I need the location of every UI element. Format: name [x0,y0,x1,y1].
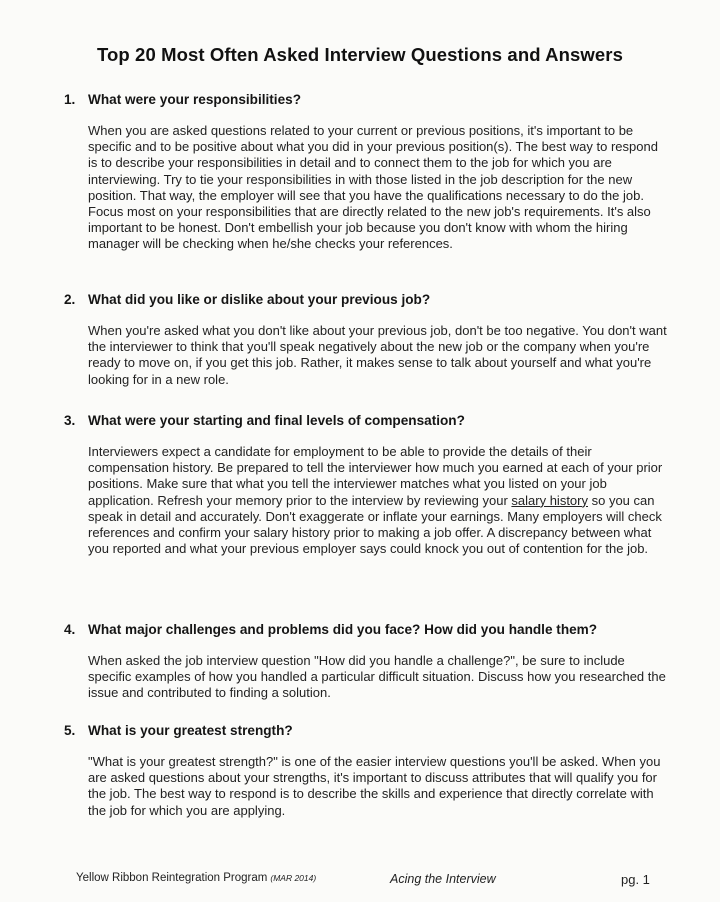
footer-subtitle: Acing the Interview [390,872,496,886]
question-heading [64,292,694,307]
question-text: What did you like or dislike about your previous job? [88,292,431,307]
question-5 [64,723,694,819]
question-4 [64,622,694,702]
answer-text [88,444,668,557]
question-3 [64,413,694,557]
answer-text: When you are asked questions related to your current or previous positions, it's important to be specific and to be positive about what you did in your previous position(s). The best way to respond is to describe your responsibilities in detail and to connect them to the job for which you are interviewing. Try to tie your responsibilities in with those listed in the job description for the new position. That way, the employer will see that you have the qualifications necessary to do the job. Focus most on your responsibilities that are directly related to the new job's requirements. It's also important to be honest. Don't embellish your job because you don't know with whom the hiring manager will be checking when he/she checks your references. [88,123,658,252]
question-text: What were your starting and final levels of compensation? [88,413,465,428]
question-number: 2. [64,292,76,307]
answer-text-part: Interviewers expect a candidate for employment to be able to provide the details of their compensation history. Be prepared to tell the interviewer how much you earned at each of your prior positions. Make sure that what you tell the interviewer matches what you listed on your job application. Refresh your memory prior to the interview by reviewing your [88,444,663,508]
question-2 [64,292,694,388]
question-number: 1. [64,92,76,107]
question-heading [64,92,694,107]
answer-text: "What is your greatest strength?" is one of the easier interview questions you'll be asked. When you are asked questions about your strengths, it's important to discuss attributes that will qualify you for the job. The best way to respond is to describe the skills and experience that directly correlate with the job for which you are applying. [88,754,661,818]
answer-text: When you're asked what you don't like about your previous job, don't be too negative. You don't want the interviewer to think that you'll speak negatively about the new job or the company when you're ready to move on, if you get this job. Rather, it makes sense to talk about yourself and what you're looking for in a new role. [88,323,667,387]
page-number: pg. 1 [621,872,650,887]
answer-text-part: so you can speak in detail and accurately. Don't exaggerate or inflate your earnings. Many employers will check references and confirm your salary history prior to making a job offer. A discrepancy between what you reported and what your previous employer says could knock you out of contention for the job. [88,492,662,557]
footer-program [76,872,316,884]
question-text: What is your greatest strength? [88,723,293,738]
question-number: 5. [64,723,76,738]
salary-history-link[interactable]: salary history [511,492,588,508]
question-number: 3. [64,413,76,428]
question-number: 4. [64,622,76,637]
footer-date: (MAR 2014) [270,873,317,883]
answer-text: When asked the job interview question "How did you handle a challenge?", be sure to include specific examples of how you handled a particular difficult situation. Discuss how you researched the issue and contributed to finding a solution. [88,653,666,701]
question-text: What major challenges and problems did you face? How did you handle them? [88,622,598,637]
question-1 [64,92,694,253]
footer-program-name: Yellow Ribbon Reintegration Program [76,872,268,884]
page-footer [0,872,720,890]
question-heading [64,622,694,637]
page-title: Top 20 Most Often Asked Interview Questions and Answers [96,44,623,65]
question-text: What were your responsibilities? [88,92,302,107]
question-heading [64,723,694,738]
question-heading [64,413,694,428]
